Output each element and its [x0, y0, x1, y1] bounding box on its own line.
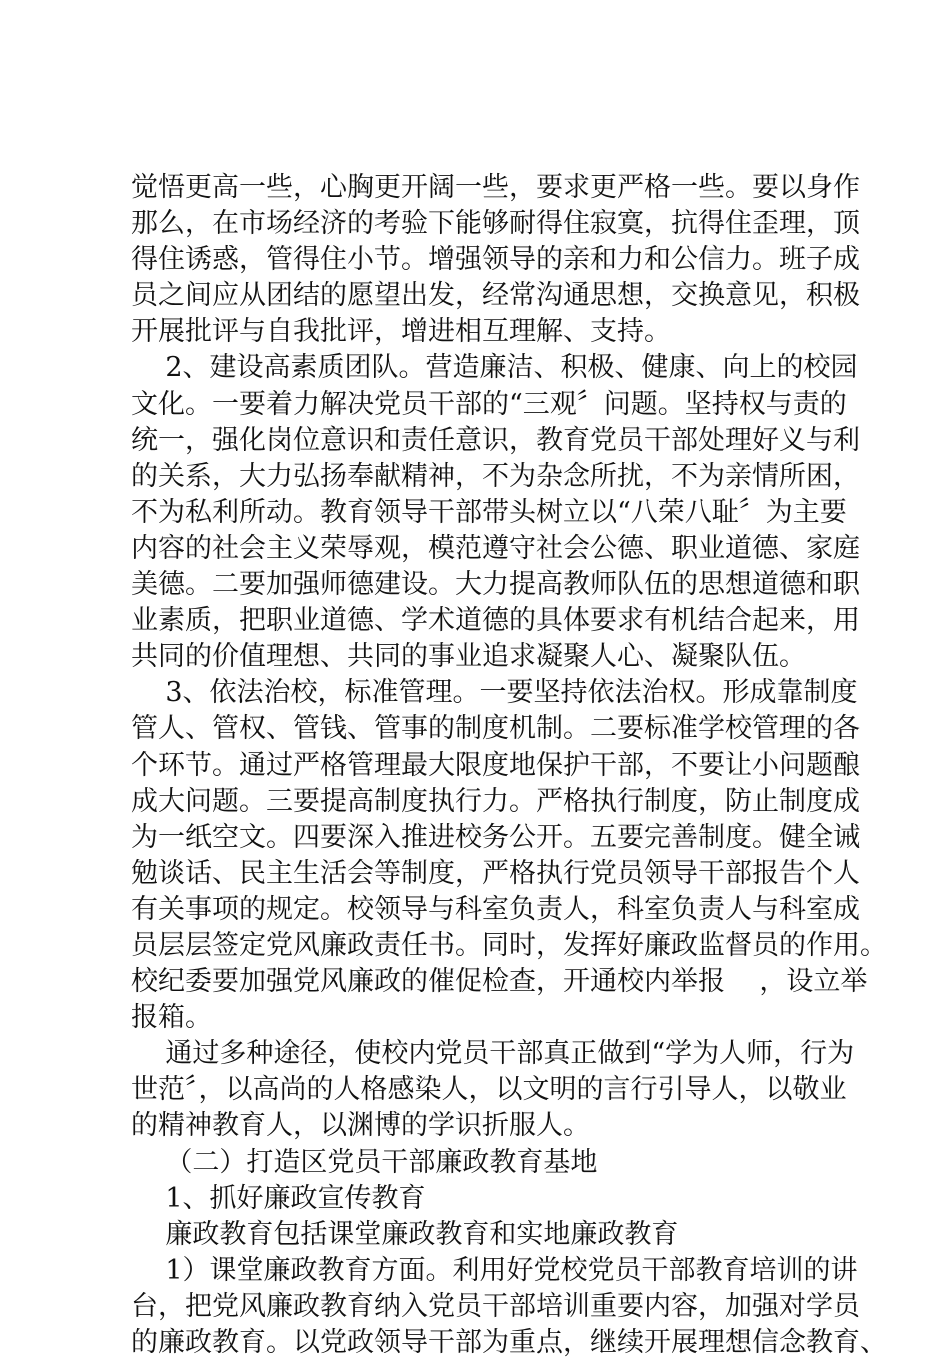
text-line: 共同的价值理想、共同的事业追求凝聚人心、凝聚队伍。	[131, 641, 806, 673]
text-line: 管人、管权、管钱、管事的制度机制。二要标准学校管理的各	[131, 713, 860, 745]
text-line: 成大问题。三要提高制度执行力。严格执行制度，防止制度成	[131, 785, 860, 817]
text-line: 报箱。	[131, 1002, 212, 1034]
text-line: 3、依法治校，标准管理。一要坚持依法治权。形成靠制度	[131, 677, 858, 709]
text-line: 1）课堂廉政教育方面。利用好党校党员干部教育培训的讲	[131, 1254, 858, 1286]
text-line: 个环节。通过严格管理最大限度地保护干部，不要让小问题酿	[131, 749, 860, 781]
text-line: 为一纸空文。四要深入推进校务公开。五要完善制度。健全诫	[131, 821, 860, 853]
text-line: 文化。一要着力解决党员干部的“三观〞问题。坚持权与责的	[131, 388, 847, 420]
text-line: 开展批评与自我批评，增进相互理解、支持。	[131, 316, 671, 348]
text-line: 得住诱惑，管得住小节。增强领导的亲和力和公信力。班子成	[131, 244, 860, 276]
text-line: 台，把党风廉政教育纳入党员干部培训重要内容，加强对学员	[131, 1290, 860, 1322]
text-line: 勉谈话、民主生活会等制度，严格执行党员领导干部报告个人	[131, 857, 860, 889]
text-line: 那么，在市场经济的考验下能够耐得住寂寞，抗得住歪理，顶	[131, 208, 860, 240]
text-line: 统一，强化岗位意识和责任意识，教育党员干部处理好义与利	[131, 424, 860, 456]
body-text	[131, 170, 887, 1361]
text-line: 美德。二要加强师德建设。大力提高教师队伍的思想道德和职	[131, 569, 860, 601]
text-line: 的精神教育人，以渊博的学识折服人。	[131, 1110, 590, 1142]
text-line: 内容的社会主义荣辱观，模范遵守社会公德、职业道德、家庭	[131, 532, 860, 564]
text-line: 觉悟更高一些，心胸更开阔一些，要求更严格一些。要以身作	[131, 172, 860, 203]
text-line: （二）打造区党员干部廉政教育基地	[131, 1146, 598, 1178]
text-line: 2、建设高素质团队。营造廉洁、积极、健康、向上的校园	[131, 352, 858, 384]
text-line: 员层层签定党风廉政责任书。同时，发挥好廉政监督员的作用。	[131, 929, 887, 961]
text-line: 的关系，大力弘扬奉献精神，不为杂念所扰，不为亲情所困，	[131, 460, 860, 492]
text-line: 的廉政教育。以党政领导干部为重点，继续开展理想信念教育、	[131, 1327, 887, 1358]
text-line: 通过多种途径，使校内党员干部真正做到“学为人师，行为	[131, 1038, 855, 1070]
text-line: 校纪委要加强党风廉政的催促检查，开通校内举报 ，设立举	[131, 966, 868, 998]
text-line: 业素质，把职业道德、学术道德的具体要求有机结合起来，用	[131, 605, 860, 637]
text-line: 员之间应从团结的愿望出发，经常沟通思想，交换意见，积极	[131, 280, 860, 312]
text-line: 有关事项的规定。校领导与科室负责人，科室负责人与科室成	[131, 893, 860, 925]
text-line: 廉政教育包括课堂廉政教育和实地廉政教育	[131, 1218, 679, 1250]
text-line: 不为私利所动。教育领导干部带头树立以“八荣八耻〞为主要	[131, 496, 847, 528]
text-line: 1、抓好廉政宣传教育	[131, 1182, 426, 1214]
text-line: 世范〞，以高尚的人格感染人，以文明的言行引导人，以敬业	[131, 1074, 847, 1106]
